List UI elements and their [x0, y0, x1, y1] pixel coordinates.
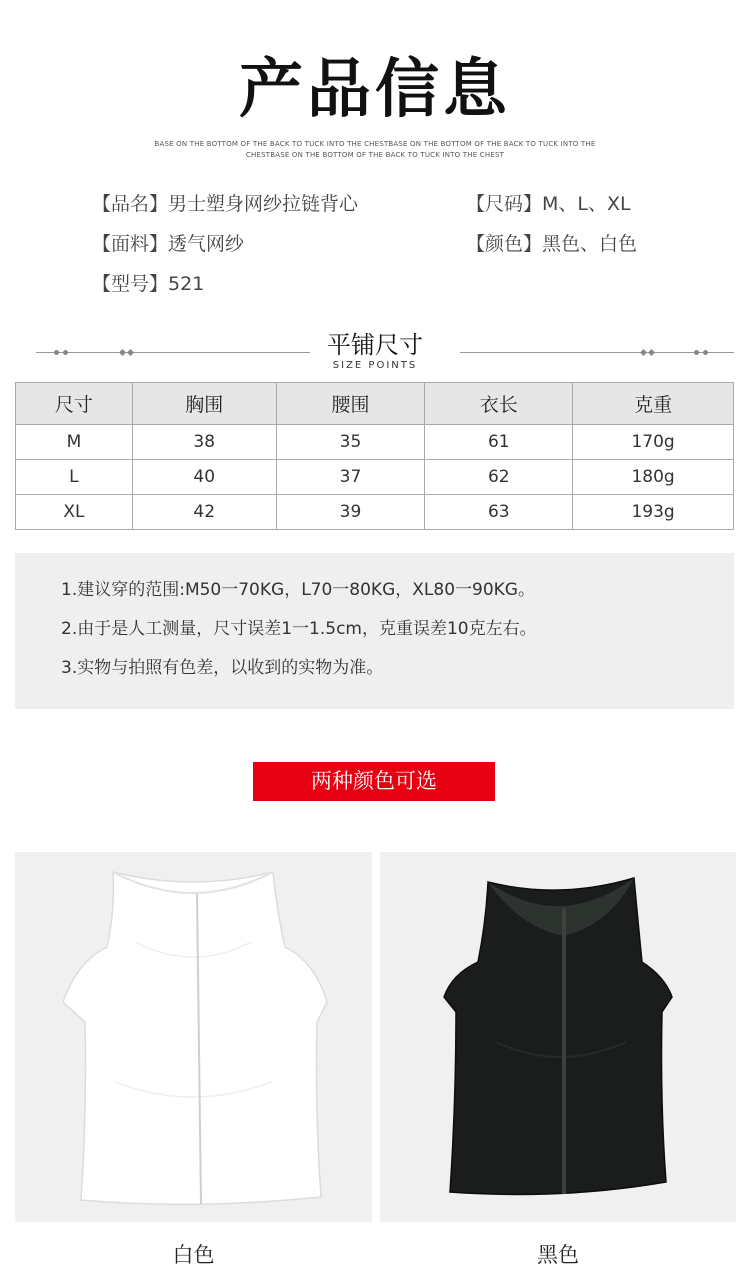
info-name-value: 男士塑身网纱拉链背心: [168, 193, 359, 215]
table-cell: 39: [276, 495, 425, 530]
table-row: [16, 495, 734, 530]
header-subtitle: [150, 139, 600, 161]
table-header-cell: 胸围: [132, 383, 276, 425]
info-fabric: [92, 232, 244, 256]
table-header-cell: 尺寸: [16, 383, 133, 425]
table-cell: M: [16, 425, 133, 460]
info-color-label: 【颜色】: [466, 233, 543, 255]
table-cell: XL: [16, 495, 133, 530]
table-header-row: [16, 383, 734, 425]
table-header-cell: 腰围: [276, 383, 425, 425]
table-row: [16, 425, 734, 460]
info-name: [92, 192, 358, 216]
table-cell: 40: [132, 460, 276, 495]
product-photo-black: [380, 852, 736, 1222]
table-cell: 38: [132, 425, 276, 460]
size-table: [15, 382, 734, 530]
header-subtitle-line1: BASE ON THE BOTTOM OF THE BACK TO TUCK INTO THE CHESTBASE ON THE BOTTOM OF THE BACK TO TUCK INTO THE: [154, 140, 596, 148]
info-name-label: 【品名】: [92, 193, 169, 215]
info-color: [466, 232, 637, 256]
caption-black: 黑色: [537, 1243, 579, 1267]
page-title: 产品信息: [239, 53, 511, 127]
size-section-subtitle: SIZE POINTS: [332, 360, 418, 371]
table-cell: L: [16, 460, 133, 495]
white-vest-illustration: [15, 852, 372, 1222]
note-item: 1.建议穿的范围:M50一70KG，L70一80KG，XL80一90KG。: [61, 580, 535, 600]
table-cell: 37: [276, 460, 425, 495]
black-vest-illustration: [380, 852, 736, 1222]
info-fabric-label: 【面料】: [92, 233, 169, 255]
info-size-value: M、L、XL: [542, 193, 631, 215]
table-header-cell: 克重: [573, 383, 734, 425]
info-fabric-value: 透气网纱: [168, 233, 245, 255]
table-cell: 42: [132, 495, 276, 530]
note-item: 2.由于是人工测量，尺寸误差1一1.5cm，克重误差10克左右。: [61, 619, 537, 639]
product-photo-white: [15, 852, 372, 1222]
table-cell: 180g: [573, 460, 734, 495]
table-cell: 63: [425, 495, 573, 530]
info-model-value: 521: [168, 273, 205, 295]
colors-banner: 两种颜色可选: [253, 762, 495, 801]
table-cell: 170g: [573, 425, 734, 460]
table-header-cell: 衣长: [425, 383, 573, 425]
caption-white: 白色: [172, 1243, 215, 1267]
note-item: 3.实物与拍照有色差，以收到的实物为准。: [61, 658, 384, 678]
info-model-label: 【型号】: [92, 273, 169, 295]
size-section-title: 平铺尺寸: [327, 331, 423, 359]
table-cell: 193g: [573, 495, 734, 530]
table-cell: 62: [425, 460, 573, 495]
info-size-label: 【尺码】: [466, 193, 543, 215]
header-subtitle-line2: CHESTBASE ON THE BOTTOM OF THE BACK TO TUCK INTO THE CHEST: [245, 151, 505, 159]
table-cell: 61: [425, 425, 573, 460]
info-color-value: 黑色、白色: [542, 233, 638, 255]
table-row: [16, 460, 734, 495]
info-size: [466, 192, 631, 216]
table-cell: 35: [276, 425, 425, 460]
info-model: [92, 272, 204, 296]
